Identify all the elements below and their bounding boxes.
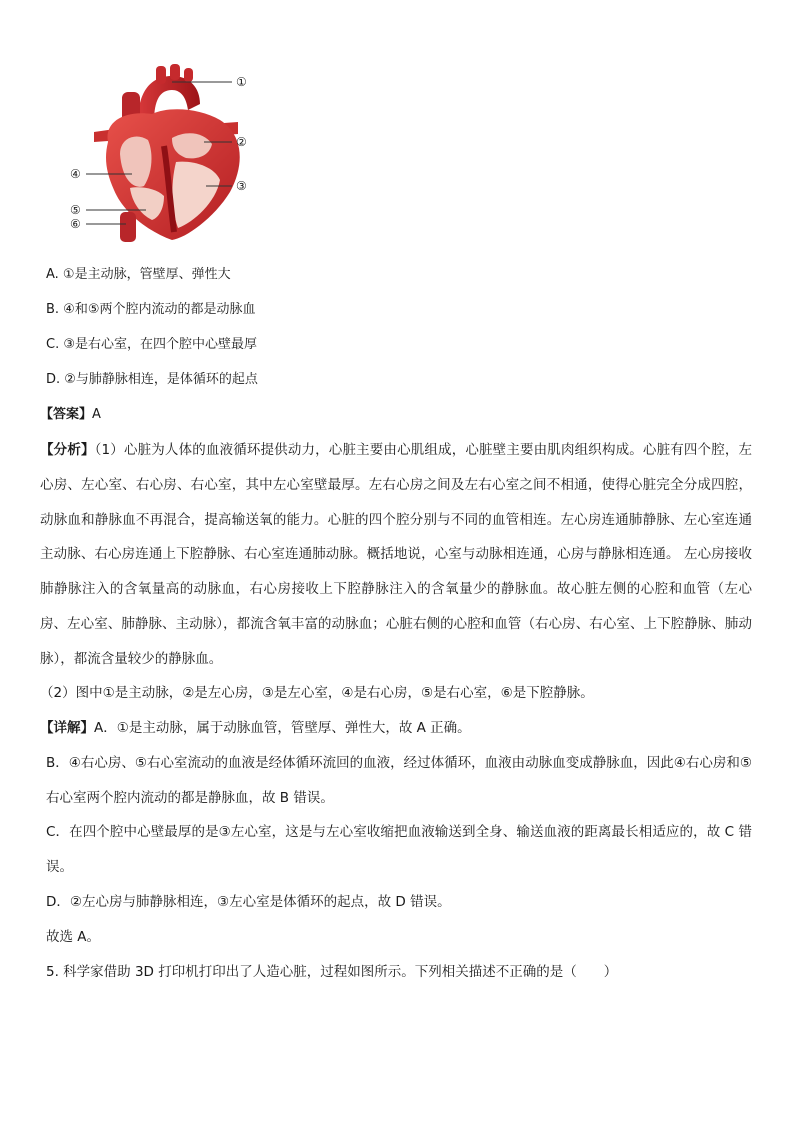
option-d: D. ②与肺静脉相连，是体循环的起点: [46, 372, 258, 387]
option-c: C. ③是右心室，在四个腔中心壁最厚: [46, 337, 257, 352]
detail-a-paragraph: [40, 711, 746, 746]
label-5: ⑤: [70, 203, 81, 217]
answer-tag: 【答案】: [40, 407, 93, 422]
detail-a-text: A．①是主动脉，属于动脉血管，管壁厚、弹性大，故 A 正确。: [94, 720, 471, 736]
detail-c-paragraph: C．在四个腔中心壁最厚的是③左心室，这是与左心室收缩把血液输送到全身、输送血液的距离最长相适应的，故 C 错误。: [46, 824, 752, 875]
option-b: B. ④和⑤两个腔内流动的都是动脉血: [46, 302, 256, 317]
label-2: ②: [236, 135, 247, 149]
analysis-tag: 【分析】: [40, 442, 95, 458]
branch-shape: [156, 66, 166, 84]
label-4: ④: [70, 167, 81, 181]
next-question: 5. 科学家借助 3D 打印机打印出了人造心脏，过程如图所示。下列相关描述不正确的是（ ）: [46, 964, 618, 980]
analysis-text: （1）心脏为人体的血液循环提供动力，心脏主要由心肌组成，心脏壁主要由肌肉组织构成。心脏有四个腔，左心房、左心室、右心房、右心室，其中左心室壁最厚。左右心房之间及左右心室之间不相通，使得心脏完全分成四腔，动脉血和静脉血不再混合，提高输送氧的能力。心脏的四个腔分别与不同的血管相连。左心房连通肺静脉、左心室连通主动脉、右心房连通上下腔静脉、右心室连通肺动脉。概括地说，心室与动脉相连通，心房与静脉相连通。 左心房接收肺静脉注入的含氧量高的动脉血，右心房接收上下腔静脉注入的含氧量少的静脉血。故心脏左侧的心腔和血管（左心房、左心室、肺静脉、主动脉），都流含氧丰富的动脉血；心脏右侧的心腔和血管（右心房、右心室、上下腔静脉、肺动脉），都流含量较少的静脉血。: [40, 442, 753, 667]
detail-conclusion: 故选 A。: [46, 929, 101, 945]
detail-d-paragraph: D．②左心房与肺静脉相连，③左心室是体循环的起点，故 D 错误。: [46, 894, 451, 910]
detail-b-paragraph: B．④右心房、⑤右心室流动的血液是经体循环流回的血液，经过体循环，血液由动脉血变成静脉血，因此④右心房和⑤右心室两个腔内流动的都是静脉血，故 B 错误。: [46, 755, 752, 806]
label-1: ①: [236, 75, 247, 89]
detail-tag: 【详解】: [40, 720, 94, 736]
analysis-paragraph-2: （2）图中①是主动脉，②是左心房，③是左心室，④是右心房，⑤是右心室，⑥是下腔静脉。: [40, 685, 594, 701]
heart-figure: [60, 62, 270, 244]
label-3: ③: [236, 179, 247, 193]
answer-value: A: [92, 407, 101, 422]
branch-shape: [170, 64, 180, 80]
vena-cava-inferior-shape: [120, 212, 136, 242]
branch-shape: [184, 68, 193, 82]
answer-line: [40, 405, 101, 425]
heart-diagram: [60, 62, 270, 244]
option-a: A. ①是主动脉，管壁厚、弹性大: [46, 267, 231, 282]
label-6: ⑥: [70, 217, 81, 231]
analysis-paragraph-1: [40, 433, 752, 677]
